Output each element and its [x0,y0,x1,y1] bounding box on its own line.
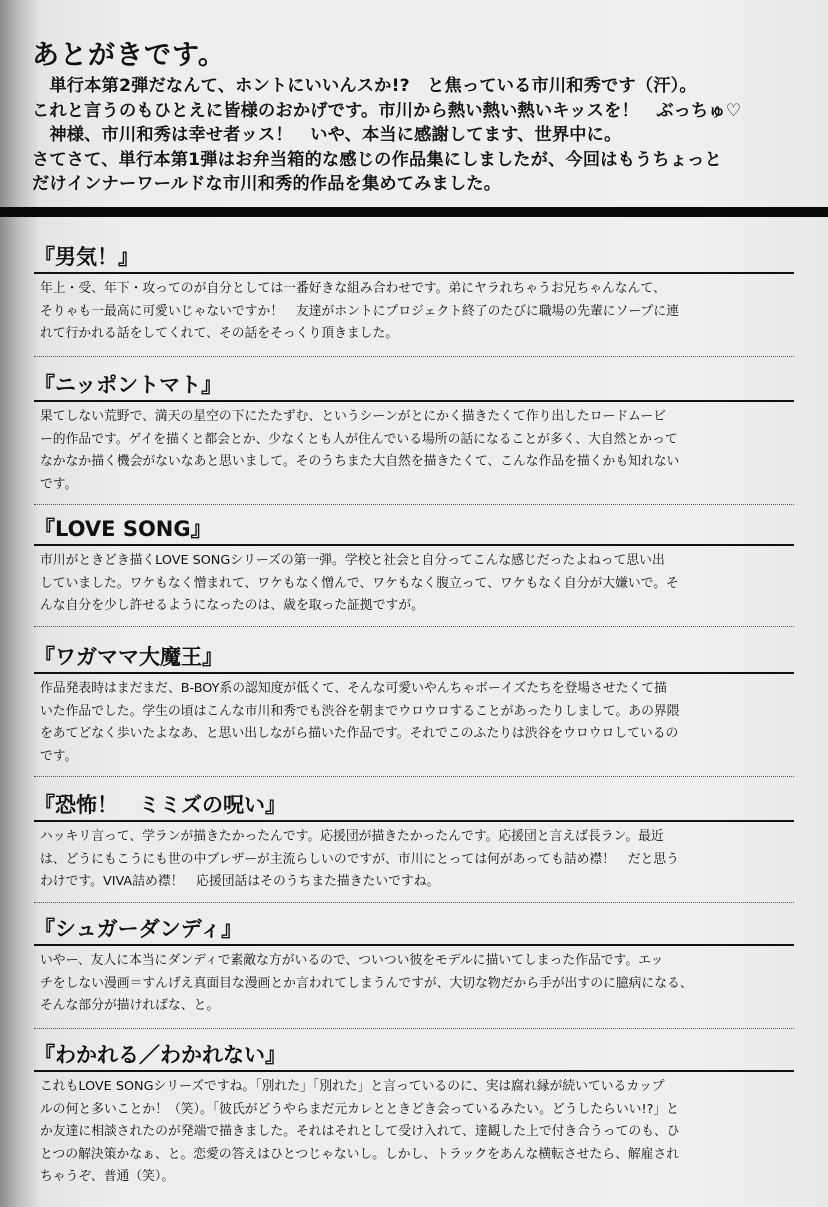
section-body [34,406,794,496]
intro-line: これと言うのもひとえに皆様のおかげです。市川から熱い熱い熱いキッスを！ ぶっちゅ♡ [32,100,742,121]
afterword-title: あとがきです。 [32,40,226,71]
section-rule [34,544,794,546]
body-line: 果てしない荒野で、満天の星空の下にたたずむ、というシーンがとにかく描きたくて作り出したロードムービ [40,409,666,424]
section-rule [34,1070,794,1072]
section-body [34,1076,794,1189]
section-body [34,678,794,768]
body-line: そんな部分が描ければな、と。 [40,998,220,1013]
dotted-divider [34,902,794,903]
section-rule [34,820,794,822]
body-line: とつの解決策かなぁ、と。恋愛の答えはひとつじゃないし。しかし、トラックをあんな横転させたら、解雇され [40,1146,680,1162]
body-line: ちゃうぞ、普通（笑）。 [40,1169,175,1184]
body-line: していました。ワケもなく憎まれて、ワケもなく憎んで、ワケもなく腹立って、ワケもなく自分が大嫌いで。そ [40,575,679,591]
body-line: これもLOVE SONGシリーズですね。「別れた」「別れた」と言っているのに、実は腐れ縁が続いているカップ [40,1079,665,1094]
body-line: いやー、友人に本当にダンディで素敵な方がいるので、ついつい彼をモデルに描いてしまった作品です。エッ [40,953,664,968]
section-otokogi [34,242,794,346]
body-line: か友達に相談されたのが発端で描きました。それはそれとして受け入れて、達観した上で付き合うってのも、ひ [40,1124,680,1139]
section-title: 『ニッポントマト』 [34,373,223,397]
intro-block [32,38,822,197]
section-rule [34,272,794,274]
body-line: 作品発表時はまだまだ、B-BOY系の認知度が低くて、そんな可愛いやんちゃボーイズたちを登場させたくて描 [40,681,667,696]
section-wakareru-wakarenai [34,1040,794,1189]
body-line: そりゃも一最高に可愛いじゃないですか！ 友達がホントにプロジェクト終了のたびに職場の先輩にソープに連 [40,303,679,319]
intro-divider [0,207,828,217]
section-title: 『シュガーダンディ』 [34,917,243,941]
intro-line: 神様、市川和秀は幸せ者ッス！ いや、本当に感謝してます、世界中に。 [32,125,622,145]
section-sugar-dandy [34,914,794,1018]
body-line: ー的作品です。ゲイを描くと都会とか、少なくとも人が住んでいる場所の話になることが多く、大自然とかって [40,431,678,447]
section-rule [34,944,794,946]
body-line: です。 [40,748,78,764]
section-body [34,550,794,618]
section-title: 『ワガママ大魔王』 [34,645,223,669]
body-line: いた作品でした。学生の頃はこんな市川和秀でも渋谷を朝までウロウロすることがあったりしまして。あの界隈 [40,703,680,719]
dotted-divider [34,504,794,505]
section-wagamama-daimaou [34,642,794,768]
intro-line: だけインナーワールドな市川和秀的作品を集めてみました。 [32,174,502,194]
body-line: れて行かれる話をしてくれて、その話をそっくり頂きました。 [40,326,399,341]
body-line: んな自分を少し許せるようになったのは、歳を取った証拠ですが。 [40,598,424,613]
section-body [34,826,794,894]
section-love-song [34,514,794,618]
section-title: 『わかれる／わかれない』 [34,1043,286,1067]
body-line: 年上・受、年下・攻ってのが自分としては一番好きな組み合わせです。弟にヤラれちゃうお兄ちゃんなんて、 [40,281,666,296]
section-title: 『男気！』 [34,245,139,269]
section-body [34,278,794,346]
section-rule [34,400,794,402]
body-line: ルの何と多いことか！（笑）。「彼氏がどうやらまだ元カレとときどき会っているみたい。どうしたらいい!?」と [40,1101,679,1117]
body-line: ハッキリ言って、学ランが描きたかったんです。応援団が描きたかったんです。応援団と言えば長ラン。最近 [40,829,664,844]
section-kyoufu-mimizu [34,790,794,894]
body-line: 市川がときどき描くLOVE SONGシリーズの第一弾。学校と社会と自分ってこんな感じだったよねって思い出 [40,553,665,568]
body-line: わけです。VIVA詰め襟！ 応援団話はそのうちまた描きたいですね。 [40,874,440,889]
section-rule [34,672,794,674]
body-line: は、どうにもこうにも世の中ブレザーが主流らしいのですが、市川にとっては何があっても詰め襟！ だと思う [40,851,679,867]
body-line: チをしない漫画＝すんげえ真面目な漫画とか言われてしまうんですが、大切な物だから手が出すのに臆病になる、 [40,975,693,991]
body-line: です。 [40,476,78,492]
intro-line: 単行本第2弾だなんて、ホントにいいんスか!? と焦っている市川和秀です（汗）。 [32,76,697,96]
body-line: なかなか描く機会がないなあと思いまして。そのうちまた大自然を描きたくて、こんな作品を描くかも知れない [40,454,680,469]
section-title: 『LOVE SONG』 [34,517,212,541]
dotted-divider [34,626,794,627]
section-title: 『恐怖！ ミミズの呪い』 [34,793,286,817]
dotted-divider [34,1028,794,1029]
dotted-divider [34,776,794,777]
section-nippon-tomato [34,370,794,496]
body-line: をあてどなく歩いたよなあ、と思い出しながら描いた作品です。それでこのふたりは渋谷をウロウロしているの [40,726,679,741]
section-body [34,950,794,1018]
dotted-divider [34,356,794,357]
intro-line: さてさて、単行本第1弾はお弁当箱的な感じの作品集にしましたが、今回はもうちょっと [32,149,722,170]
